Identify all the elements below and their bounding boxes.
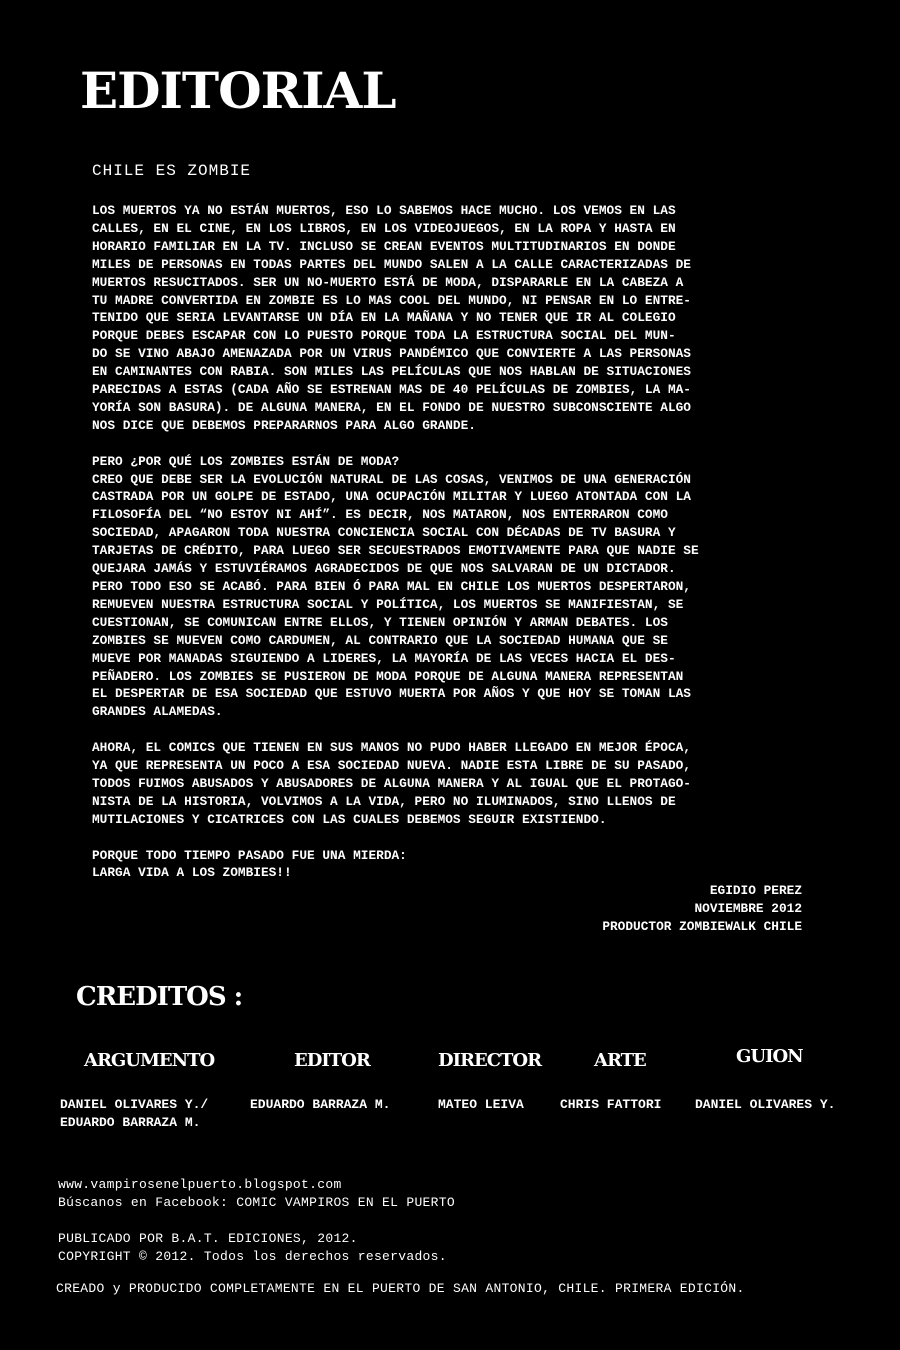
credit-role-editor: EDITOR [294, 1050, 370, 1071]
article-paragraph: LOS MUERTOS YA NO ESTÁN MUERTOS, ESO LO SABEMOS HACE MUCHO. LOS VEMOS EN LAS CALLES, EN EL CINE, EN LOS LIBROS, EN LOS VIDEOJUEGOS, EN LA ROPA Y HASTA EN HORARIO FAMILIAR EN LA TV. INCLUSO SE CREAN EVENTOS MULTITUDINARIOS EN DONDE MILES DE PERSONAS EN TODAS PARTES DEL MUNDO SALEN A LA CALLE CARACTERIZADAS DE MUERTOS RESUCITADOS. SER UN NO-MUERTO ESTÁ DE MODA, DISPARARLE EN LA CABEZA A TU MADRE CONVERTIDA EN ZOMBIE ES LO MAS COOL DEL MUNDO, NI PENSAR EN LO ENTRE- TENIDO QUE SERIA LEVANTARSE UN DÍA EN LA MAÑANA Y NO TENER QUE IR AL COLEGIO PORQUE DEBES ESCAPAR CON LO PUESTO PORQUE TODA LA ESTRUCTURA SOCIAL DEL MUN- DO SE VINO ABAJO AMENAZADA POR UN VIRUS PANDÉMICO QUE CONVIERTE A LAS PERSONAS EN CAMINANTES CON RABIA. SON MILES LAS PELÍCULAS QUE NOS HABLAN DE SITUACIONES PARECIDAS A ESTAS (CADA AÑO SE ESTRENAN MAS DE 40 PELÍCULAS DE ZOMBIES, LA MA- YORÍA SON BASURA). DE ALGUNA MANERA, EN EL FONDO DE NUESTRO SUBCONSCIENTE ALGO NOS DICE QUE DEBEMOS PREPARARNOS PARA ALGO GRANDE. [92, 203, 691, 433]
signature [92, 882, 812, 936]
credit-role-argumento: ARGUMENTO [84, 1050, 215, 1071]
signature-name: EGIDIO PEREZ [709, 883, 802, 899]
editorial-article [92, 162, 812, 936]
credit-role-arte: ARTE [594, 1050, 646, 1071]
article-paragraph: AHORA, EL COMICS QUE TIENEN EN SUS MANOS NO PUDO HABER LLEGADO EN MEJOR ÉPOCA, YA QUE REPRESENTA UN POCO A ESA SOCIEDAD NUEVA. NADIE ESTA LIBRE DE SU PASADO, TODOS FUIMOS ABUSADOS Y ABUSADORES DE ALGUNA MANERA Y AL IGUAL QUE EL PROTAGO- NISTA DE LA HISTORIA, VOLVIMOS A LA VIDA, PERO NO ILUMINADOS, SINO LLENOS DE MUTILACIONES Y CICATRICES CON LAS CUALES DEBEMOS SEGUIR EXISTIENDO. [92, 740, 691, 827]
credit-role-director: DIRECTOR [438, 1050, 542, 1071]
credit-person-argumento: DANIEL OLIVARES Y./ EDUARDO BARRAZA M. [60, 1097, 209, 1130]
signature-role: PRODUCTOR ZOMBIEWALK CHILE [602, 919, 802, 935]
website-link[interactable]: www.vampirosenelpuerto.blogspot.com [58, 1177, 342, 1192]
article-paragraph: PORQUE TODO TIEMPO PASADO FUE UNA MIERDA: LARGA VIDA A LOS ZOMBIES!! [92, 847, 407, 881]
facebook-text: Búscanos en Facebook: COMIC VAMPIROS EN EL PUERTO [58, 1195, 455, 1210]
footer [58, 1176, 745, 1298]
credit-person-editor: EDUARDO BARRAZA M. [250, 1097, 391, 1112]
credit-person-director: MATEO LEIVA [438, 1097, 524, 1112]
credit-role-guion: GUION [736, 1046, 803, 1067]
created-text: CREADO y PRODUCIDO COMPLETAMENTE EN EL PUERTO DE SAN ANTONIO, CHILE. PRIMERA EDICIÓN. [56, 1281, 745, 1296]
signature-date: NOVIEMBRE 2012 [694, 901, 802, 917]
article-headline: CHILE ES ZOMBIE [92, 162, 252, 180]
published-text: PUBLICADO POR B.A.T. EDICIONES, 2012. [58, 1231, 358, 1246]
credit-person-arte: CHRIS FATTORI [560, 1097, 662, 1112]
article-paragraph: PERO ¿POR QUÉ LOS ZOMBIES ESTÁN DE MODA? CREO QUE DEBE SER LA EVOLUCIÓN NATURAL DE LAS COSAS, VENIMOS DE UNA GENERACIÓN CASTRADA POR UN GOLPE DE ESTADO, UNA OCUPACIÓN MILITAR Y LUEGO ATONTADA CON LA FILOSOFÍA DEL “NO ESTOY NI AHÍ”. ES DECIR, NOS MATARON, NOS ENTERRARON COMO SOCIEDAD, APAGARON TODA NUESTRA CONCIENCIA SOCIAL CON DÉCADAS DE TV BASURA Y TARJETAS DE CRÉDITO, PARA LUEGO SER SECUESTRADOS EMOTIVAMENTE PARA QUE NADIE SE QUEJARA JAMÁS Y ESTUVIÉRAMOS AGRADECIDOS DE QUE NOS SALVARAN DE UN DICTADOR. PERO TODO ESO SE ACABÓ. PARA BIEN Ó PARA MAL EN CHILE LOS MUERTOS DESPERTARON, REMUEVEN NUESTRA ESTRUCTURA SOCIAL Y POLÍTICA, LOS MUERTOS SE MANIFIESTAN, SE CUESTIONAN, SE COMUNICAN ENTRE ELLOS, Y TIENEN OPINIÓN Y ARMAN DEBATES. LOS ZOMBIES SE MUEVEN COMO CARDUMEN, AL CONTRARIO QUE LA SOCIEDAD HUMANA QUE SE MUEVE POR MANADAS SIGUIENDO A LIDERES, LA MAYORÍA DE LAS VECES HACIA EL DES- PEÑADERO. LOS ZOMBIES SE PUSIERON DE MODA PORQUE DE ALGUNA MANERA REPRESENTAN EL DESPERTAR DE ESA SOCIEDAD QUE ESTUVO MUERTA POR AÑOS Y QUE HOY SE TOMAN LAS GRANDES ALAMEDAS. [92, 453, 699, 720]
copyright-text: COPYRIGHT © 2012. Todos los derechos reservados. [58, 1249, 447, 1264]
credit-person-guion: DANIEL OLIVARES Y. [695, 1097, 836, 1112]
credits-title: CREDITOS : [76, 982, 243, 1012]
page-title: EDITORIAL [80, 61, 396, 120]
